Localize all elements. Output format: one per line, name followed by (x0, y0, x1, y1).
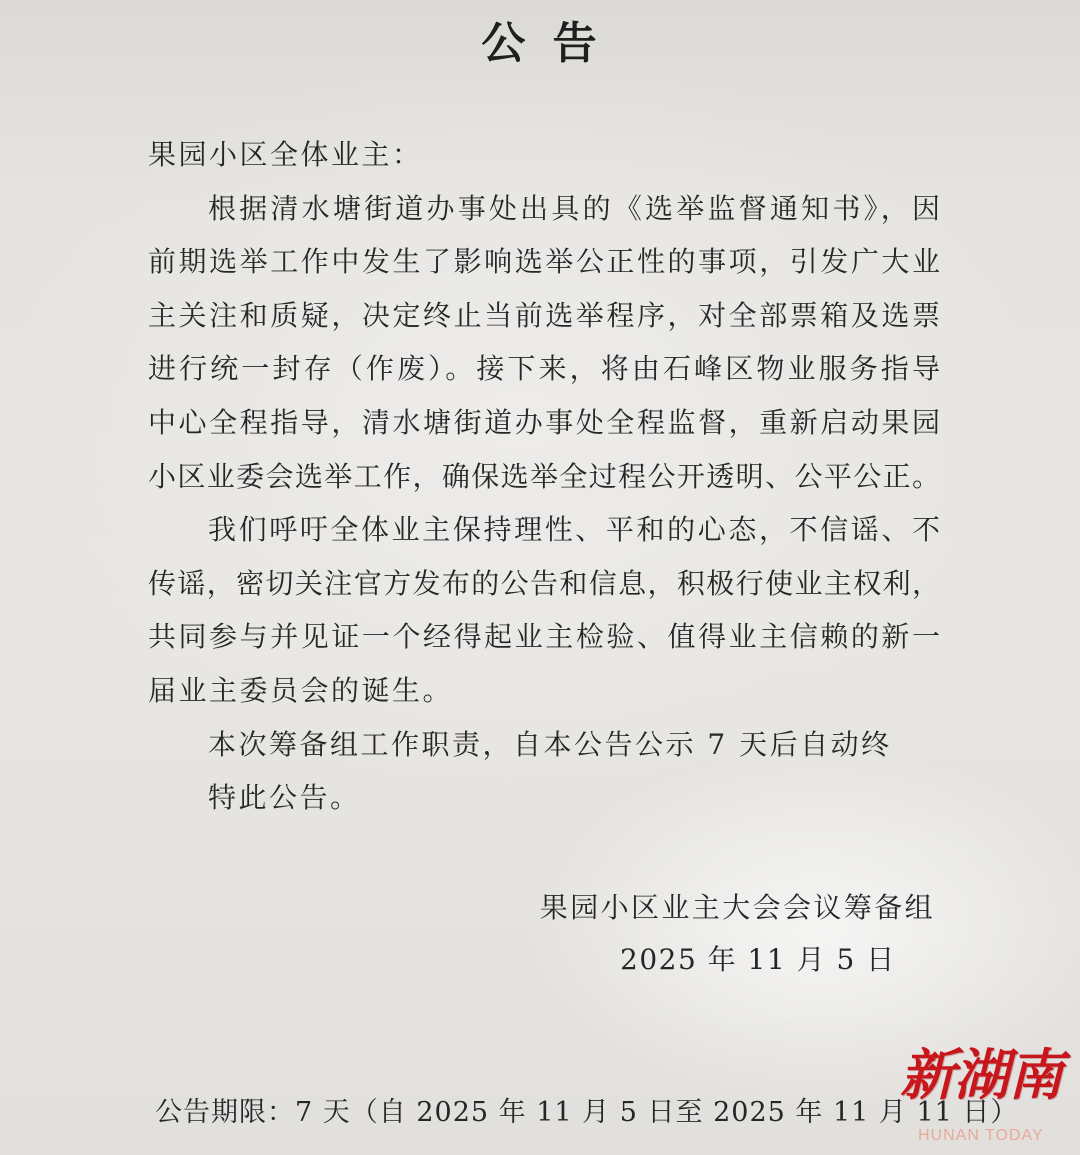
paragraph-line: 特此公告。 (208, 781, 361, 815)
notice-body (148, 128, 940, 825)
signature-organization: 果园小区业主大会会议筹备组 (539, 891, 935, 924)
paragraph-line: 届业主委员会的诞生。 (148, 673, 454, 707)
paragraph-line: 本次筹备组工作职责，自本公告公示 7 天后自动终 (208, 727, 892, 761)
notice-title: 公 告 (481, 18, 603, 69)
paragraph-line: 我们呼吁全体业主保持理性、平和的心态，不信谣、不 (208, 513, 940, 547)
paragraph-line: 传谣，密切关注官方发布的公告和信息，积极行使业主权利， (148, 566, 940, 600)
paragraph-line: 小区业委会选举工作，确保选举全过程公开透明、公平公正。 (148, 459, 940, 493)
paragraph-line: 进行统一封存（作废）。接下来，将由石峰区物业服务指导 (148, 352, 940, 386)
paragraph-line: 主关注和质疑，决定终止当前选举程序，对全部票箱及选票 (148, 298, 940, 332)
paragraph-line: 中心全程指导，清水塘街道办事处全程监督，重新启动果园 (148, 405, 940, 439)
paragraph-line: 根据清水塘街道办事处出具的《选举监督通知书》，因 (208, 191, 940, 225)
watermark-subtitle: HUNAN TODAY (918, 1127, 1044, 1144)
watermark-logo: 新湖南 (900, 1042, 1063, 1107)
notice-period: 公告期限：7 天（自 2025 年 11 月 5 日至 2025 年 11 月 11 日） (155, 1097, 1019, 1128)
paragraph-line: 共同参与并见证一个经得起业主检验、值得业主信赖的新一 (148, 620, 940, 654)
salutation: 果园小区全体业主： (148, 138, 423, 171)
paragraph-line: 前期选举工作中发生了影响选举公正性的事项，引发广大业 (148, 245, 940, 279)
signature-date: 2025 年 11 月 5 日 (620, 943, 896, 976)
